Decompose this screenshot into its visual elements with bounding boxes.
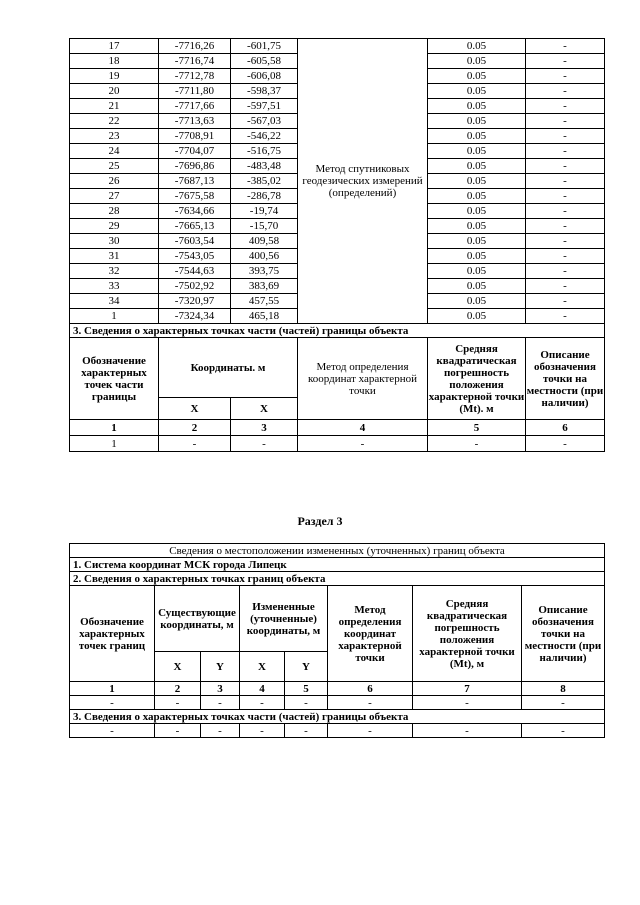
point-number: 21 <box>70 99 159 114</box>
parts-value: 1 <box>70 436 159 452</box>
parts-value: - <box>298 436 428 452</box>
header-error: Средняя квадратическая погрешность положения характерной точки (Mt). м <box>428 338 526 420</box>
error-value: 0.05 <box>428 54 526 69</box>
coord-x: -7324,34 <box>159 309 231 324</box>
point-number: 28 <box>70 204 159 219</box>
coord-x: -7696,86 <box>159 159 231 174</box>
error-value: 0.05 <box>428 69 526 84</box>
parts-value: - <box>159 436 231 452</box>
description-value: - <box>526 279 605 294</box>
coord-y: -605,58 <box>231 54 298 69</box>
point-number: 30 <box>70 234 159 249</box>
column-number: 7 <box>413 682 522 696</box>
bottom-table-body <box>70 544 605 738</box>
coord-y: -286,78 <box>231 189 298 204</box>
header-changed-coords: Измененные (уточненные) координаты, м <box>240 586 328 652</box>
header-method: Метод определения координат характерной точки <box>328 586 413 682</box>
parts-value: - <box>428 436 526 452</box>
point-number: 17 <box>70 39 159 54</box>
error-value: 0.05 <box>428 84 526 99</box>
point-number: 20 <box>70 84 159 99</box>
point-number: 22 <box>70 114 159 129</box>
column-number: 6 <box>328 682 413 696</box>
coord-x: -7716,74 <box>159 54 231 69</box>
coord-y: -483,48 <box>231 159 298 174</box>
header-designation: Обозначение характерных точек части границы <box>70 338 159 420</box>
coord-x: -7717,66 <box>159 99 231 114</box>
point-number: 19 <box>70 69 159 84</box>
parts-value: - <box>240 724 285 738</box>
coord-y: 383,69 <box>231 279 298 294</box>
description-value: - <box>526 189 605 204</box>
error-value: 0.05 <box>428 144 526 159</box>
header-method: Метод определения координат характерной точки <box>298 338 428 420</box>
coord-x: -7712,78 <box>159 69 231 84</box>
header-description: Описание обозначения точки на местности (при наличии) <box>526 338 605 420</box>
coord-y: -546,22 <box>231 129 298 144</box>
description-value: - <box>526 39 605 54</box>
point-number: 29 <box>70 219 159 234</box>
description-value: - <box>526 159 605 174</box>
dash-value: - <box>155 696 201 710</box>
parts-value: - <box>285 724 328 738</box>
coord-y: -15,70 <box>231 219 298 234</box>
description-value: - <box>526 144 605 159</box>
point-number: 32 <box>70 264 159 279</box>
column-numbers-row <box>70 682 605 696</box>
description-value: - <box>526 204 605 219</box>
coord-y: -19,74 <box>231 204 298 219</box>
coord-x: -7708,91 <box>159 129 231 144</box>
parts-value: - <box>155 724 201 738</box>
parts-header-row <box>70 338 605 398</box>
error-value: 0.05 <box>428 279 526 294</box>
error-value: 0.05 <box>428 234 526 249</box>
coord-x: -7543,05 <box>159 249 231 264</box>
column-number: 4 <box>240 682 285 696</box>
parts-value: - <box>231 436 298 452</box>
dash-value: - <box>285 696 328 710</box>
column-number: 6 <box>526 420 605 436</box>
dash-value: - <box>240 696 285 710</box>
description-value: - <box>526 264 605 279</box>
parts-value-row <box>70 436 605 452</box>
column-number: 2 <box>155 682 201 696</box>
point-number: 18 <box>70 54 159 69</box>
coord-x: -7716,26 <box>159 39 231 54</box>
point-number: 25 <box>70 159 159 174</box>
error-value: 0.05 <box>428 129 526 144</box>
bottom-boundaries-table <box>69 543 605 738</box>
coord-x: -7687,13 <box>159 174 231 189</box>
description-value: - <box>526 294 605 309</box>
parts-row <box>70 724 605 738</box>
coord-x: -7603,54 <box>159 234 231 249</box>
error-value: 0.05 <box>428 264 526 279</box>
column-number: 8 <box>522 682 605 696</box>
description-value: - <box>526 114 605 129</box>
point-number: 24 <box>70 144 159 159</box>
error-value: 0.05 <box>428 99 526 114</box>
parts-value: - <box>413 724 522 738</box>
dash-row <box>70 696 605 710</box>
parts-heading-row <box>70 324 605 338</box>
point-number: 27 <box>70 189 159 204</box>
parts-value: - <box>522 724 605 738</box>
point-number: 26 <box>70 174 159 189</box>
method-cell: Метод спутниковых геодезических измерений (определений) <box>298 39 428 324</box>
header-designation: Обозначение характерных точек границ <box>70 586 155 682</box>
error-value: 0.05 <box>428 309 526 324</box>
column-number: 5 <box>285 682 328 696</box>
top-coordinates-table <box>69 38 605 452</box>
error-value: 0.05 <box>428 249 526 264</box>
column-number: 1 <box>70 682 155 696</box>
coord-y: -597,51 <box>231 99 298 114</box>
error-value: 0.05 <box>428 39 526 54</box>
parts-value: - <box>526 436 605 452</box>
point-number: 34 <box>70 294 159 309</box>
dash-value: - <box>70 696 155 710</box>
header-error: Средняя квадратическая погрешность положения характерной точки (Mt), м <box>413 586 522 682</box>
header-y-changed: Y <box>285 652 328 682</box>
bottom-table-title: Сведения о местоположении измененных (уточненных) границ объекта <box>70 544 605 558</box>
header-y-existing: Y <box>201 652 240 682</box>
coord-y: 457,55 <box>231 294 298 309</box>
description-value: - <box>526 219 605 234</box>
parts-value: - <box>70 724 155 738</box>
description-value: - <box>526 69 605 84</box>
column-number: 3 <box>231 420 298 436</box>
coord-x: -7665,13 <box>159 219 231 234</box>
parts-value: - <box>328 724 413 738</box>
coord-y: -385,02 <box>231 174 298 189</box>
description-value: - <box>526 54 605 69</box>
header-x: X <box>231 398 298 420</box>
section-title: Раздел 3 <box>297 514 343 528</box>
dash-value: - <box>522 696 605 710</box>
coord-y: -598,37 <box>231 84 298 99</box>
coordinate-row <box>70 39 605 54</box>
coord-y: 409,58 <box>231 234 298 249</box>
header-coordinates: Координаты. м <box>159 338 298 398</box>
error-value: 0.05 <box>428 219 526 234</box>
description-value: - <box>526 249 605 264</box>
column-number: 2 <box>159 420 231 436</box>
description-value: - <box>526 174 605 189</box>
error-value: 0.05 <box>428 174 526 189</box>
coord-x: -7704,07 <box>159 144 231 159</box>
coord-x: -7713,63 <box>159 114 231 129</box>
column-number: 3 <box>201 682 240 696</box>
coord-x: -7675,58 <box>159 189 231 204</box>
coord-y: -567,03 <box>231 114 298 129</box>
coord-y: -516,75 <box>231 144 298 159</box>
description-value: - <box>526 99 605 114</box>
point-number: 1 <box>70 309 159 324</box>
description-value: - <box>526 129 605 144</box>
parts-value: - <box>201 724 240 738</box>
point-number: 23 <box>70 129 159 144</box>
description-value: - <box>526 84 605 99</box>
coord-x: -7634,66 <box>159 204 231 219</box>
error-value: 0.05 <box>428 159 526 174</box>
error-value: 0.05 <box>428 114 526 129</box>
coord-system-row: 1. Система координат МСК города Липецк <box>70 558 605 572</box>
coord-y: 465,18 <box>231 309 298 324</box>
description-value: - <box>526 309 605 324</box>
parts-heading: 3. Сведения о характерных точках части (частей) границы объекта <box>70 324 605 338</box>
parts-heading-row: 3. Сведения о характерных точках части (частей) границы объекта <box>70 710 605 724</box>
coord-x: -7544,63 <box>159 264 231 279</box>
column-number: 1 <box>70 420 159 436</box>
dash-value: - <box>328 696 413 710</box>
header-x: X <box>159 398 231 420</box>
coord-y: -606,08 <box>231 69 298 84</box>
error-value: 0.05 <box>428 189 526 204</box>
column-number: 4 <box>298 420 428 436</box>
coord-x: -7711,80 <box>159 84 231 99</box>
point-number: 33 <box>70 279 159 294</box>
dash-value: - <box>201 696 240 710</box>
dash-value: - <box>413 696 522 710</box>
points-heading-row: 2. Сведения о характерных точках границ объекта <box>70 572 605 586</box>
header-existing-coords: Существующие координаты, м <box>155 586 240 652</box>
error-value: 0.05 <box>428 204 526 219</box>
header-description: Описание обозначения точки на местности (при наличии) <box>522 586 605 682</box>
column-number: 5 <box>428 420 526 436</box>
error-value: 0.05 <box>428 294 526 309</box>
top-table-body <box>70 39 605 452</box>
header-x-changed: X <box>240 652 285 682</box>
coord-y: 393,75 <box>231 264 298 279</box>
header-x-existing: X <box>155 652 201 682</box>
coord-x: -7320,97 <box>159 294 231 309</box>
coord-x: -7502,92 <box>159 279 231 294</box>
coord-y: -601,75 <box>231 39 298 54</box>
column-numbers-row <box>70 420 605 436</box>
coord-y: 400,56 <box>231 249 298 264</box>
description-value: - <box>526 234 605 249</box>
point-number: 31 <box>70 249 159 264</box>
